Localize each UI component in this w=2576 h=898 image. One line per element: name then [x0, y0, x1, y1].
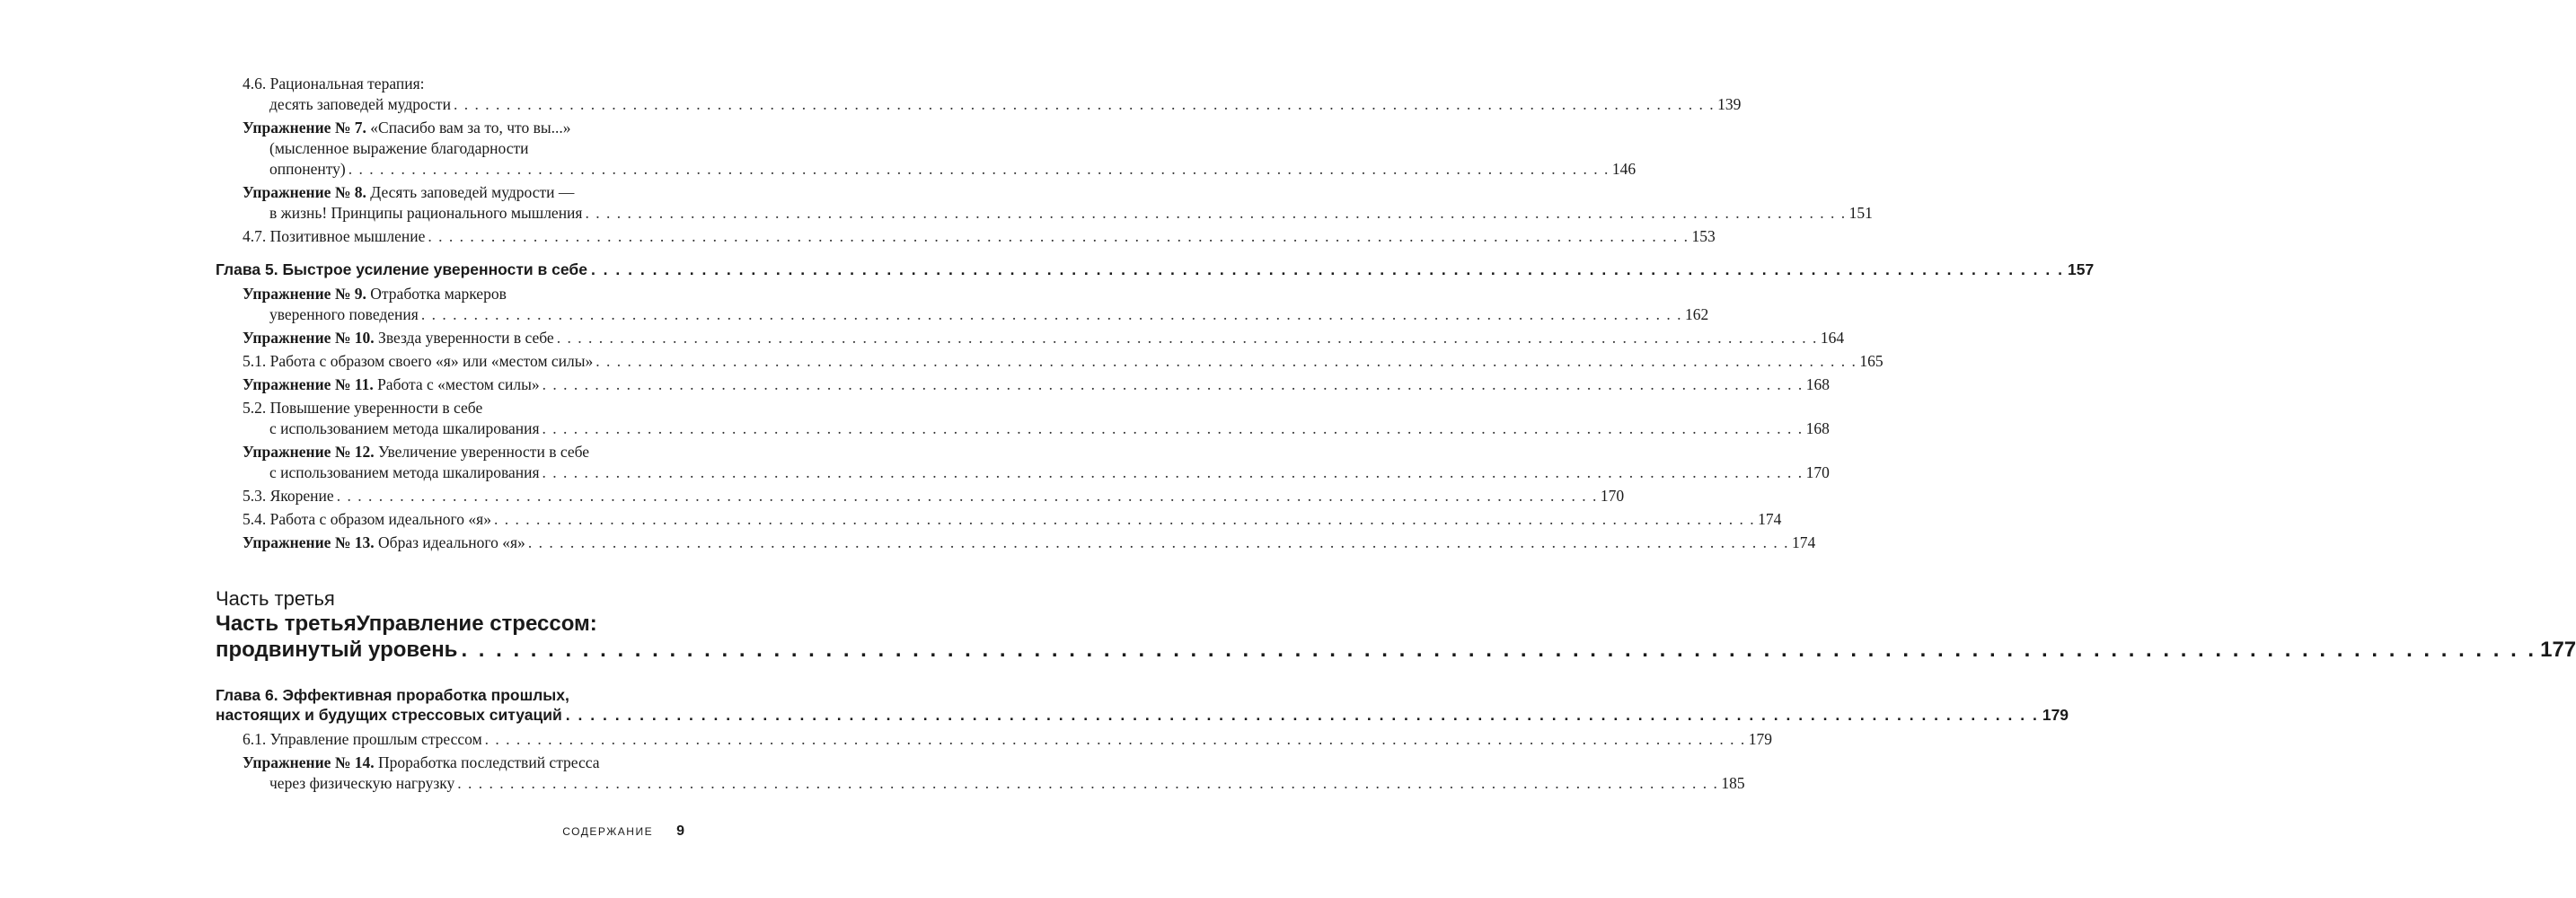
toc-exercise: [216, 284, 1709, 325]
toc-line: [243, 398, 684, 418]
toc-title: 6.1. Управление прошлым стрессом: [243, 730, 482, 748]
toc-title: 5.2. Повышение уверенности в себе: [243, 399, 483, 417]
toc-line: [243, 486, 1625, 506]
toc-title: настоящих и будущих стрессовых ситуаций: [216, 706, 562, 724]
toc-line: [243, 462, 1830, 483]
leader-dots: . . . . . . . . . . . . . . . . . . . . . . . . . . . . . . . . . . . . . . . . . . . . . . . . . . . . . . . . . . . . . . . . . . . . . . . . . . . . . . . . . . . . . . . . . . . . . . . . . . . . . . . . . . . . . . . . . . . . . . . .: [428, 227, 1689, 245]
toc-text: [243, 75, 425, 92]
toc-title: Звезда уверенности в себе: [374, 329, 554, 347]
toc-exercise: [216, 182, 1873, 224]
toc-text: [269, 304, 419, 325]
toc-line: [243, 304, 1709, 325]
toc-title: 4.7. Позитивное мышление: [243, 227, 426, 245]
toc-line: [243, 418, 1830, 439]
toc-line: [243, 533, 1816, 553]
toc-title: 5.4. Работа с образом идеального «я»: [243, 510, 491, 528]
toc-exercise: [216, 753, 1745, 794]
page-ref: 164: [1820, 329, 1845, 347]
toc-title: Проработка последствий стресса: [374, 753, 600, 771]
toc-line: [243, 284, 684, 304]
toc-title: Отработка маркеров: [366, 285, 507, 303]
toc-chapter: [216, 260, 2095, 279]
exercise-label: Упражнение № 12.: [243, 443, 375, 461]
toc-exercise: [216, 442, 1830, 483]
page-ref: 179: [2042, 706, 2069, 724]
leader-dots: . . . . . . . . . . . . . . . . . . . . . . . . . . . . . . . . . . . . . . . . . . . . . . . . . . . . . . . . . . . . . . . . . . . . . . . . . . . . . . . . . . . . . . . . . . . . . . . . . . . . . . . . . . . . . . . . . . . . . . . .: [453, 95, 1716, 113]
toc-text: [216, 260, 587, 279]
leader-dots: . . . . . . . . . . . . . . . . . . . . . . . . . . . . . . . . . . . . . . . . . . . . . . . . . . . . . . . . . . . . . . . . . . . . . . . . . . . . . . . . . . . . . . . . . . . . . . . . . . . . . . . . . . . . . . . . . . . . . . . .: [542, 419, 1804, 437]
toc-title: через физическую нагрузку: [269, 774, 455, 792]
page-footer: [562, 823, 684, 840]
page-ref: 179: [1748, 730, 1773, 748]
toc-title: «Спасибо вам за то, что вы...»: [366, 119, 571, 136]
exercise-label: Упражнение № 7.: [243, 119, 366, 136]
toc-title: Образ идеального «я»: [374, 533, 525, 551]
page-ref: 139: [1717, 95, 1742, 113]
toc-text: [243, 399, 482, 417]
page-ref: 174: [1791, 533, 1816, 551]
leader-dots: . . . . . . . . . . . . . . . . . . . . . . . . . . . . . . . . . . . . . . . . . . . . . . . . . . . . . . . . . . . . . . . . . . . . . . . . . . . . . . . . . . . . . . . . . . . . . . . . . . . . . . . . . . . . . . . . . . . . . . . .: [484, 730, 1746, 748]
toc-text: [216, 612, 597, 636]
toc-line: [243, 509, 1782, 530]
page-ref: 146: [1611, 160, 1636, 178]
toc-line: [243, 138, 684, 159]
toc-exercise: [216, 328, 1845, 348]
toc-text: [243, 533, 525, 553]
leader-dots: . . . . . . . . . . . . . . . . . . . . . . . . . . . . . . . . . . . . . . . . . . . . . . . . . . . . . . . . . . . . . . . . . . . . . . . . . . . . . . . . . . . . . . . . . . . . . . . . . . . . . . . . . . . . . . . . . . . . . . . .: [590, 260, 2064, 278]
toc-title: Увеличение уверенности в себе: [374, 443, 590, 461]
toc-text: [269, 418, 540, 439]
toc-section: [216, 729, 1773, 750]
exercise-label: Упражнение № 11.: [243, 375, 374, 393]
toc-section: [216, 398, 1830, 439]
table-of-contents: [216, 74, 2576, 797]
exercise-label: Упражнение № 9.: [243, 285, 366, 303]
toc-part: [216, 587, 2576, 664]
exercise-label: Часть третья: [216, 612, 357, 636]
toc-line: [216, 685, 684, 705]
toc-section: [216, 486, 1625, 506]
page-ref: 177: [2540, 638, 2576, 662]
toc-line: [243, 159, 1636, 180]
page-ref: 174: [1758, 510, 1782, 528]
page-number: 9: [676, 823, 684, 839]
page-ref: 157: [2068, 260, 2095, 278]
toc-title: с использованием метода шкалирования: [269, 463, 540, 481]
toc-line: [216, 637, 2576, 664]
toc-line: [243, 118, 684, 138]
toc-text: [243, 285, 507, 303]
page-ref: 165: [1859, 352, 1883, 370]
toc-text: [216, 686, 569, 704]
running-footer-label: СОДЕРЖАНИЕ: [562, 825, 654, 838]
page-ref: 170: [1805, 463, 1830, 481]
exercise-label: Упражнение № 8.: [243, 183, 366, 201]
toc-line: [243, 442, 684, 462]
toc-text: [216, 637, 457, 664]
toc-line: [216, 260, 2095, 279]
exercise-label: Упражнение № 10.: [243, 329, 375, 347]
page-ref: 168: [1805, 375, 1830, 393]
toc-title: Десять заповедей мудрости —: [366, 183, 575, 201]
toc-section: [216, 226, 1716, 247]
toc-title: в жизнь! Принципы рационального мышления: [269, 204, 583, 222]
toc-title: оппоненту): [269, 160, 346, 178]
leader-dots: . . . . . . . . . . . . . . . . . . . . . . . . . . . . . . . . . . . . . . . . . . . . . . . . . . . . . . . . . . . . . . . . . . . . . . . . . . . . . . . . . . . . . . . . . . . . . . . . . . . . . . . . . . . . . . . . . . . . . . . .: [348, 160, 1610, 178]
leader-dots: . . . . . . . . . . . . . . . . . . . . . . . . . . . . . . . . . . . . . . . . . . . . . . . . . . . . . . . . . . . . . . . . . . . . . . . . . . . . . . . . . . . . . . . . . . . . . . . . . . . . . . . . . . . . . . . . . . . . . . . .: [493, 510, 1756, 528]
toc-section: [216, 74, 1742, 115]
toc-title: Глава 5. Быстрое усиление уверенности в себе: [216, 260, 587, 278]
leader-dots: . . . . . . . . . . . . . . . . . . . . . . . . . . . . . . . . . . . . . . . . . . . . . . . . . . . . . . . . . . . . . . . . . . . . . . . . . . . . . . . . . . . . . . . . . . . . . . . . . . . . . . . . . . . . . . . . . . . . . . . .: [585, 204, 1847, 222]
leader-dots: . . . . . . . . . . . . . . . . . . . . . . . . . . . . . . . . . . . . . . . . . . . . . . . . . . . . . . . . . . . . . . . . . . . . . . . . . . . . . . . . . . . . . . . . . . . . . . . . . . . . . . . . . . . . . . . . . . . . . . . .: [542, 375, 1804, 393]
toc-section: [216, 509, 1782, 530]
toc-title: с использованием метода шкалирования: [269, 419, 540, 437]
exercise-label: Упражнение № 13.: [243, 533, 375, 551]
toc-title: Глава 6. Эффективная проработка прошлых,: [216, 686, 569, 704]
toc-section: [216, 351, 1883, 372]
toc-line: [243, 226, 1716, 247]
toc-exercise: [216, 118, 1636, 180]
leader-dots: . . . . . . . . . . . . . . . . . . . . . . . . . . . . . . . . . . . . . . . . . . . . . . . . . . . . . . . . . . . . . . . . . . . . . . . . . . . . . . . . . . . . . . . . . . . . . . . . . . . . . . . . . . . . . . . . . . . . . . . .: [420, 305, 1682, 323]
page-ref: 162: [1684, 305, 1709, 323]
part-label: Часть третья: [216, 587, 335, 610]
toc-line: [243, 351, 1883, 372]
toc-line: [243, 94, 1742, 115]
toc-text: [216, 705, 562, 725]
toc-title: (мысленное выражение благодарности: [269, 139, 529, 157]
toc-exercise: [216, 533, 1816, 553]
toc-title: 5.1. Работа с образом своего «я» или «местом силы»: [243, 352, 594, 370]
toc-text: [243, 729, 482, 750]
toc-text: [243, 443, 589, 461]
exercise-label: Упражнение № 14.: [243, 753, 375, 771]
leader-dots: . . . . . . . . . . . . . . . . . . . . . . . . . . . . . . . . . . . . . . . . . . . . . . . . . . . . . . . . . . . . . . . . . . . . . . . . . . . . . . . . . . . . . . . . . . . . . . . . . . . . . . . . . . . . . . . . . . . . . . . .: [595, 352, 1857, 370]
leader-dots: . . . . . . . . . . . . . . . . . . . . . . . . . . . . . . . . . . . . . . . . . . . . . . . . . . . . . . . . . . . . . . . . . . . . . . . . . . . . . . . . . . . . . . . . . . . . . . . . . . . . . . . . . . . . . . . . . . . . . . . .: [336, 487, 1598, 505]
toc-text: [243, 374, 540, 395]
toc-text: [269, 203, 582, 224]
toc-text: [243, 226, 425, 247]
leader-dots: . . . . . . . . . . . . . . . . . . . . . . . . . . . . . . . . . . . . . . . . . . . . . . . . . . . . . . . . . . . . . . . . . . . . . . . . . . . . . . . . . . . . . . . . . . . . . . . . . . . . . . . . . . . . . . . . . . . . . . . .: [556, 329, 1818, 347]
leader-dots: . . . . . . . . . . . . . . . . . . . . . . . . . . . . . . . . . . . . . . . . . . . . . . . . . . . . . . . . . . . . . . . . . . . . . . . . . . . . . . . . . . . . . . . . . . . . . . . . . . . . . . . . . . . . . . . . . . . . . . . .: [461, 638, 2537, 662]
toc-line: [243, 203, 1873, 224]
toc-line: [243, 328, 1845, 348]
toc-chapter: [216, 685, 2069, 725]
toc-line: [243, 729, 1773, 750]
toc-text: [243, 753, 600, 771]
toc-text: [269, 462, 540, 483]
toc-text: [269, 773, 454, 794]
toc-text: [243, 183, 574, 201]
toc-line: [243, 773, 1745, 794]
toc-text: [269, 159, 346, 180]
toc-line: [216, 705, 2069, 725]
toc-line: [243, 74, 684, 94]
page-ref: 153: [1691, 227, 1716, 245]
toc-text: [243, 328, 554, 348]
toc-title: 5.3. Якорение: [243, 487, 334, 505]
toc-line: [243, 753, 684, 773]
page-ref: 170: [1600, 487, 1625, 505]
toc-line: [243, 374, 1830, 395]
toc-text: [243, 351, 593, 372]
toc-text: [243, 509, 491, 530]
page-ref: 185: [1721, 774, 1745, 792]
leader-dots: . . . . . . . . . . . . . . . . . . . . . . . . . . . . . . . . . . . . . . . . . . . . . . . . . . . . . . . . . . . . . . . . . . . . . . . . . . . . . . . . . . . . . . . . . . . . . . . . . . . . . . . . . . . . . . . . . . . . . . . .: [542, 463, 1804, 481]
toc-exercise: [216, 374, 1830, 395]
toc-text: [243, 486, 334, 506]
leader-dots: . . . . . . . . . . . . . . . . . . . . . . . . . . . . . . . . . . . . . . . . . . . . . . . . . . . . . . . . . . . . . . . . . . . . . . . . . . . . . . . . . . . . . . . . . . . . . . . . . . . . . . . . . . . . . . . . . . . . . . . .: [457, 774, 1719, 792]
page-ref: 168: [1805, 419, 1830, 437]
toc-title: продвинутый уровень: [216, 638, 458, 662]
toc-title: 4.6. Рациональная терапия:: [243, 75, 425, 92]
page-ref: 151: [1848, 204, 1873, 222]
leader-dots: . . . . . . . . . . . . . . . . . . . . . . . . . . . . . . . . . . . . . . . . . . . . . . . . . . . . . . . . . . . . . . . . . . . . . . . . . . . . . . . . . . . . . . . . . . . . . . . . . . . . . . . . . . . . . . . . . . . . . . . .: [527, 533, 1789, 551]
toc-title: Управление стрессом:: [356, 612, 597, 636]
toc-text: [269, 139, 529, 157]
toc-title: Работа с «местом силы»: [373, 375, 540, 393]
toc-text: [243, 119, 570, 136]
leader-dots: . . . . . . . . . . . . . . . . . . . . . . . . . . . . . . . . . . . . . . . . . . . . . . . . . . . . . . . . . . . . . . . . . . . . . . . . . . . . . . . . . . . . . . . . . . . . . . . . . . . . . . . . . . . . . . . . . . . . . . . .: [565, 706, 2039, 724]
toc-title: десять заповедей мудрости: [269, 95, 451, 113]
toc-title: уверенного поведения: [269, 305, 419, 323]
toc-line: [243, 182, 684, 203]
toc-line: [216, 611, 684, 637]
toc-text: [269, 94, 451, 115]
